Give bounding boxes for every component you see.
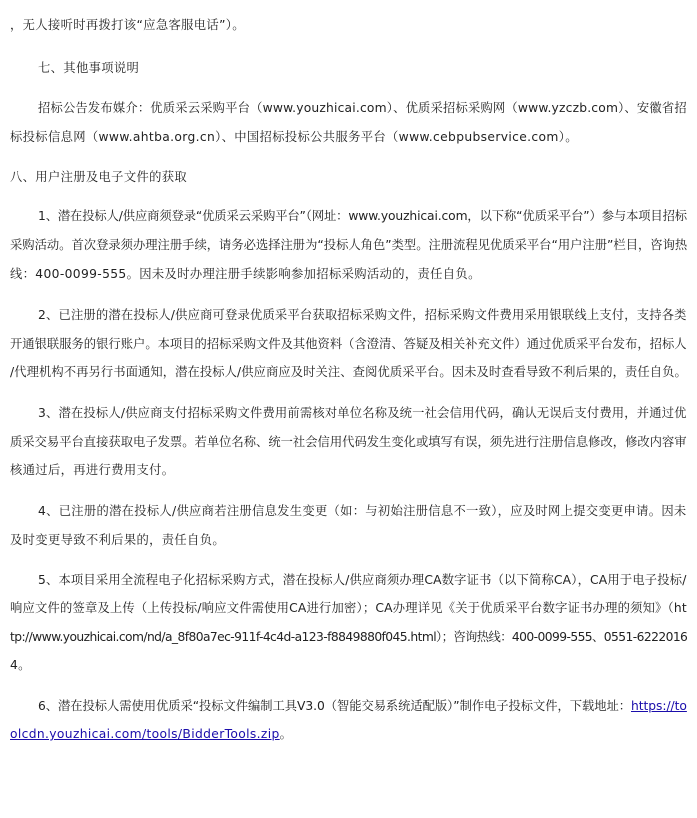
item-5-line-4: 4。 bbox=[10, 658, 31, 672]
item-5-line-2: 响应文件的签章及上传（上传投标/响应文件需使用CA进行加密）；CA办理详见《关于优质采平台数字证书办理的须知》（ht bbox=[10, 601, 687, 615]
item-2-line-2: 开通银联服务的银行账户。本项目的招标采购文件及其他资料（含澄清、答疑及相关补充文件）通过优质采平台发布，招标人 bbox=[10, 337, 687, 351]
item-1-line-3: 线：400-0099-555。因未及时办理注册手续影响参加招标采购活动的，责任自负。 bbox=[10, 267, 481, 281]
item-5-line-1: 5、本项目采用全流程电子化招标采购方式，潜在投标人/供应商须办理CA数字证书（以下简称CA），CA用于电子投标/ bbox=[38, 573, 687, 587]
item-2-line-1: 2、已注册的潜在投标人/供应商可登录优质采平台获取招标采购文件，招标采购文件费用采用银联线上支付，支持各类 bbox=[38, 308, 687, 322]
item-5-line-3: tp://www.youzhicai.com/nd/a_8f80a7ec-911f-4c4d-a123-f8849880f045.html）；咨询热线：400-0099-555、0551-6222016 bbox=[10, 630, 688, 644]
item-6-line-2 bbox=[10, 726, 292, 742]
item-4-line-1: 4、已注册的潜在投标人/供应商若注册信息发生变更（如：与初始注册信息不一致），应及时网上提交变更申请。因未 bbox=[38, 504, 687, 518]
media-paragraph-line-2: 标投标信息网（www.ahtba.org.cn）、中国招标投标公共服务平台（www.cebpubservice.com）。 bbox=[10, 130, 578, 144]
item-6-line-1-text: 6、潜在投标人需使用优质采“投标文件编制工具V3.0（智能交易系统适配版）”制作电子投标文件，下载地址： bbox=[38, 699, 631, 713]
media-paragraph-line-1: 招标公告发布媒介：优质采云采购平台（www.youzhicai.com）、优质采招标采购网（www.yzczb.com）、安徽省招 bbox=[38, 101, 687, 115]
download-link-part-1[interactable]: https://to bbox=[630, 699, 687, 713]
item-3-line-2: 质采交易平台直接获取电子发票。若单位名称、统一社会信用代码发生变化或填写有误，须先进行注册信息修改，修改内容审 bbox=[10, 435, 687, 449]
item-6-line-2-text: 。 bbox=[279, 727, 293, 741]
download-link-part-2[interactable]: olcdn.youzhicai.com/tools/BidderTools.zip bbox=[10, 727, 280, 741]
item-6-line-1 bbox=[38, 698, 687, 714]
item-2-line-3: /代理机构不再另行书面通知，潜在投标人/供应商应及时关注、查阅优质采平台。因未及时查看导致不利后果的，责任自负。 bbox=[10, 365, 687, 379]
item-1-line-2: 采购活动。首次登录须办理注册手续，请务必选择注册为“投标人角色”类型。注册流程见优质采平台“用户注册”栏目，咨询热 bbox=[10, 238, 688, 252]
item-4-line-2: 及时变更导致不利后果的，责任自负。 bbox=[10, 533, 225, 547]
section-8-heading: 八、用户注册及电子文件的获取 bbox=[10, 170, 188, 184]
continuation-text: ，无人接听时再拨打该“应急客服电话”）。 bbox=[10, 18, 245, 32]
item-3-line-1: 3、潜在投标人/供应商支付招标采购文件费用前需核对单位名称及统一社会信用代码，确认无误后支付费用，并通过优 bbox=[38, 406, 687, 420]
item-1-line-1: 1、潜在投标人/供应商须登录“优质采云采购平台”（网址：www.youzhicai.com，以下称“优质采平台”）参与本项目招标 bbox=[38, 209, 687, 223]
section-7-heading: 七、其他事项说明 bbox=[38, 61, 140, 75]
item-3-line-3: 核通过后，再进行费用支付。 bbox=[10, 463, 175, 477]
